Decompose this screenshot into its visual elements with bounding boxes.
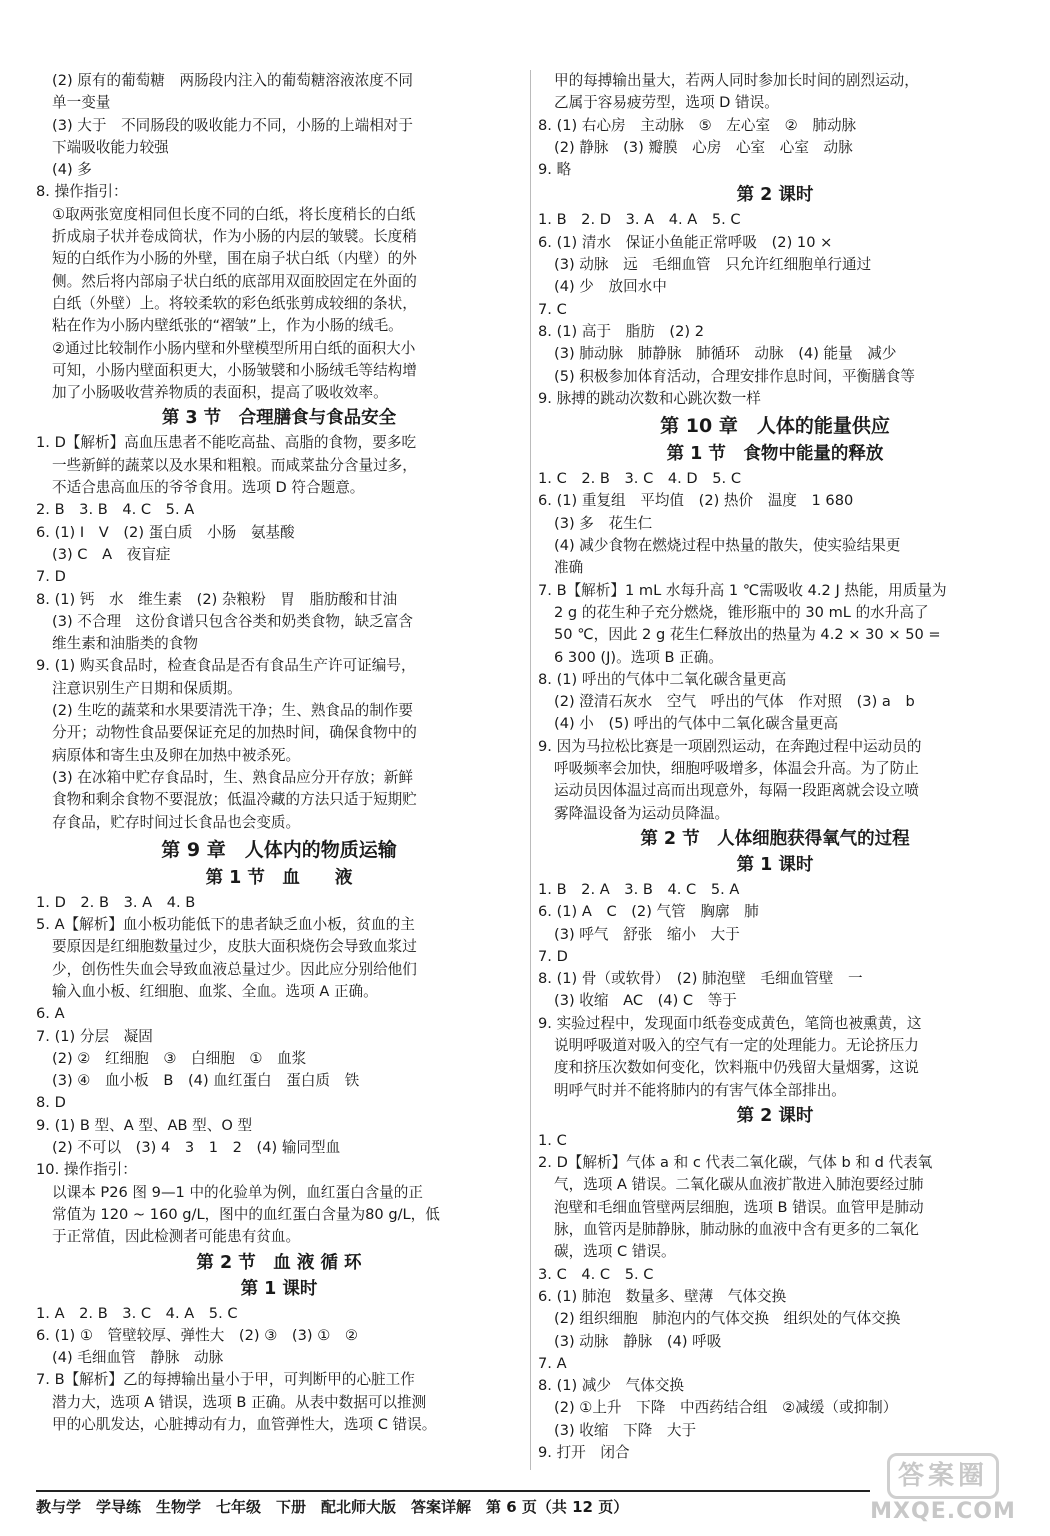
answer-line: 7. B【解析】1 mL 水每升高 1 ℃需吸收 4.2 J 热能，用质量为 (538, 581, 947, 599)
answer-line: (2) 原有的葡萄糖 两肠段内注入的葡萄糖溶液浓度不同 (52, 72, 413, 89)
answer-line: (2) ①上升 下降 中西药结合组 ②减缓（或抑制） (554, 1399, 898, 1417)
answer-line: (4) 毛细血管 静脉 动脉 (52, 1349, 224, 1367)
section-heading: 第 1 课时 (736, 854, 814, 875)
column-divider (530, 70, 531, 1470)
answer-line: 可知，小肠内壁面积更大，小肠皱襞和小肠绒毛等结构增 (52, 361, 417, 379)
section-heading: 第 1 节 食物中能量的释放 (666, 444, 884, 465)
answer-line: ①取两张宽度相同但长度不同的白纸，将长度稍长的白纸 (52, 205, 416, 223)
right-column (538, 70, 1012, 1464)
answer-line: 注意识别生产日期和保质期。 (52, 679, 242, 697)
answer-line: 潜力大，选项 A 错误，选项 B 正确。从表中数据可以推测 (52, 1393, 427, 1411)
answer-line: 6. (1) ① 管壁较厚、弹性大 (2) ③ (3) ① ② (36, 1326, 358, 1344)
answer-line: 度和挤压次数如何变化，饮料瓶中仍残留大量烟雾，这说 (554, 1059, 919, 1077)
answer-line: 8. (1) 呼出的气体中二氧化碳含量更高 (538, 670, 787, 688)
section-heading: 第 2 节 人体细胞获得氧气的过程 (640, 828, 910, 849)
answer-line: 5. A【解析】血小板功能低下的患者缺乏血小板，贫血的主 (36, 916, 415, 934)
watermark-logo (858, 1448, 1028, 1528)
answer-line: 1. B 2. A 3. B 4. C 5. A (538, 880, 740, 898)
answer-line: 1. B 2. D 3. A 4. A 5. C (538, 211, 741, 229)
section-heading: 第 2 节 血 液 循 环 (196, 1252, 362, 1273)
answer-line: 甲的心肌发达，心脏搏动有力，血管弹性大，选项 C 错误。 (52, 1416, 437, 1434)
answer-line: 8. (1) 高于 脂肪 (2) 2 (538, 322, 705, 340)
answer-line: 9. (1) 购买食品时，检查食品是否有食品生产许可证编号， (36, 657, 416, 675)
answer-line: (3) ④ 血小板 B (4) 血红蛋白 蛋白质 铁 (52, 1072, 360, 1090)
left-column (36, 70, 522, 1436)
answer-line: (3) 不合理 这份食谱只包含谷类和奶类食物，缺乏富含 (52, 612, 413, 630)
section-heading: 第 2 课时 (736, 185, 814, 206)
answer-line: 6. (1) Ⅰ Ⅴ (2) 蛋白质 小肠 氨基酸 (36, 523, 295, 541)
answer-line: 7. D (36, 568, 66, 586)
answer-line: 8. 操作指引： (36, 183, 128, 201)
answer-line: (4) 少 放回水中 (554, 278, 667, 296)
answer-line: 2 g 的花生种子充分燃烧，锥形瓶中的 30 mL 的水升高了 (554, 603, 929, 621)
answer-line: (2) 不可以 (3) 4 3 1 2 (4) 输同型血 (52, 1139, 341, 1157)
section-heading: 第 2 课时 (736, 1105, 814, 1126)
answer-line: 8. D (36, 1094, 66, 1112)
answer-line: 气，选项 A 错误。二氧化碳从血液扩散进入肺泡要经过肺 (554, 1176, 924, 1194)
answer-line: (3) 多 花生仁 (554, 514, 653, 532)
answer-line: (3) 动脉 远 毛细血管 只允许红细胞单行通过 (554, 256, 872, 274)
answer-line: (3) C A 夜盲症 (52, 545, 171, 563)
section-heading: 第 9 章 人体内的物质运输 (161, 838, 397, 861)
answer-line: 要原因是红细胞数量过少，皮肤大面积烧伤会导致血浆过 (52, 938, 417, 956)
answer-line: 7. B【解析】乙的每搏输出量小于甲，可判断甲的心脏工作 (36, 1371, 415, 1389)
answer-line: 一些新鲜的蔬菜以及水果和粗粮。而咸菜盐分含量过多， (52, 456, 417, 474)
page-footer: 教与学 学导练 生物学 七年级 下册 配北师大版 答案详解 第 6 页（共 12 页） (36, 1490, 870, 1517)
answer-line: (2) 生吃的蔬菜和水果要清洗干净；生、熟食品的制作要 (52, 702, 413, 720)
answer-line: 50 ℃，因此 2 g 花生仁释放出的热量为 4.2 × 30 × 50 = (554, 626, 941, 644)
answer-line: 白纸（外壁）上。将较柔软的彩色纸张剪成较细的条状， (52, 294, 417, 312)
answer-line: (3) 收缩 AC (4) C 等于 (554, 992, 737, 1010)
answer-line: 7. D (538, 947, 568, 965)
answer-line: 于正常值，因此检测者可能患有贫血。 (52, 1228, 301, 1246)
answer-line: (3) 呼气 舒张 缩小 大于 (554, 925, 740, 943)
answer-line: 7. (1) 分层 凝固 (36, 1027, 153, 1045)
answer-line: 存食品，贮存时间过长食品也会变质。 (52, 813, 301, 831)
answer-line: 侧。然后将内部扇子状白纸的底部用双面胶固定在外面的 (52, 272, 417, 290)
answer-line: (4) 减少食物在燃烧过程中热量的散失，使实验结果更 (554, 537, 901, 555)
answer-line: (2) 澄清石灰水 空气 呼出的气体 作对照 (3) a b (554, 693, 915, 711)
section-heading: 第 1 节 血 液 (205, 867, 353, 888)
answer-line: 8. (1) 骨（或软骨） (2) 肺泡壁 毛细血管壁 一 (538, 970, 863, 988)
section-heading: 第 10 章 人体的能量供应 (660, 415, 890, 438)
answer-line: 说明呼吸道对吸入的空气有一定的处理能力。无论挤压力 (554, 1036, 919, 1054)
answer-line: 3. C 4. C 5. C (538, 1265, 654, 1283)
answer-line: 少，创伤性失血会导致血液总量过少。因此应分别给他们 (52, 960, 417, 978)
answer-line: 不适合患高血压的爷爷食用。选项 D 符合题意。 (52, 479, 365, 497)
answer-line: 脉，血管丙是肺静脉，肺动脉的血液中含有更多的二氧化 (554, 1221, 919, 1239)
answer-line: 6. A (36, 1005, 65, 1023)
answer-line: 常值为 120 ~ 160 g/L，图中的血红蛋白含量为80 g/L，低 (52, 1205, 440, 1223)
answer-line: (4) 小 (5) 呼出的气体中二氧化碳含量更高 (554, 715, 839, 733)
answer-line: 6. (1) 肺泡 数量多、壁薄 气体交换 (538, 1287, 787, 1305)
answer-line: 以课本 P26 图 9—1 中的化验单为例，血红蛋白含量的正 (52, 1183, 423, 1201)
answer-line: 9. 打开 闭合 (538, 1444, 630, 1462)
answer-line: 9. 实验过程中，发现面巾纸卷变成黄色，笔筒也被熏黄，这 (538, 1014, 922, 1032)
answer-line: 8. (1) 钙 水 维生素 (2) 杂粮粉 胃 脂肪酸和甘油 (36, 590, 398, 608)
answer-line: 1. D 2. B 3. A 4. B (36, 893, 196, 911)
answer-line: 1. C 2. B 3. C 4. D 5. C (538, 470, 742, 488)
answer-line: (3) 收缩 下降 大于 (554, 1421, 697, 1439)
answer-line: 6. (1) A C (2) 气管 胸廓 肺 (538, 903, 759, 921)
answer-line: 7. A (538, 1354, 567, 1372)
answer-line: 分开；动物性食品要保证充足的加热时间，确保食物中的 (52, 724, 417, 742)
answer-line: 食物和剩余食物不要混放；低温冷藏的方法只适于短期贮 (52, 791, 417, 809)
answer-line: 下端吸收能力较强 (52, 138, 169, 156)
answer-line: 准确 (554, 559, 584, 577)
answer-line: (2) 组织细胞 肺泡内的气体交换 组织处的气体交换 (554, 1310, 901, 1328)
answer-line: (5) 积极参加体育活动，合理安排作息时间，平衡膳食等 (554, 367, 915, 385)
answer-line: 6. (1) 清水 保证小鱼能正常呼吸 (2) 10 × (538, 233, 833, 251)
answer-line: 明呼气时并不能将肺内的有害气体全部排出。 (554, 1081, 846, 1099)
answer-line: 9. (1) B 型、A 型、AB 型、O 型 (36, 1116, 253, 1134)
answer-line: 单一变量 (52, 94, 111, 112)
answer-line: 8. (1) 减少 气体交换 (538, 1377, 685, 1395)
answer-line: (2) 静脉 (3) 瓣膜 心房 心室 心室 动脉 (554, 138, 853, 156)
answer-line: (3) 肺动脉 肺静脉 肺循环 动脉 (4) 能量 减少 (554, 345, 897, 363)
answer-line: 8. (1) 右心房 主动脉 ⑤ 左心室 ② 肺动脉 (538, 116, 857, 134)
answer-line: 病原体和寄生虫及卵在加热中被杀死。 (52, 746, 301, 764)
answer-line: 粘在作为小肠内壁纸张的“褶皱”上，作为小肠的绒毛。 (52, 317, 403, 335)
answer-line: 短的白纸作为小肠的外壁，围在扇子状白纸（内壁）的外 (52, 250, 417, 268)
answer-line: 呼吸频率会加快，细胞呼吸增多，体温会升高。为了防止 (554, 760, 919, 778)
section-heading: 第 3 节 合理膳食与食品安全 (161, 408, 397, 429)
answer-line: 2. B 3. B 4. C 5. A (36, 501, 195, 519)
answer-line: ②通过比较制作小肠内壁和外壁模型所用白纸的面积大小 (52, 339, 416, 357)
answer-line: 加了小肠吸收营养物质的表面积，提高了吸收效率。 (52, 384, 388, 402)
answer-line: 输入血小板、红细胞、血浆、全血。选项 A 正确。 (52, 982, 378, 1000)
answer-line: (4) 多 (52, 161, 92, 179)
answer-line: 6 300 (J)。选项 B 正确。 (554, 648, 723, 666)
answer-line: 10. 操作指引： (36, 1161, 137, 1179)
answer-line: (2) ② 红细胞 ③ 白细胞 ① 血浆 (52, 1049, 307, 1067)
answer-line: (3) 动脉 静脉 (4) 呼吸 (554, 1332, 722, 1350)
answer-line: 甲的每搏输出量大，若两人同时参加长时间的剧烈运动， (554, 72, 919, 89)
answer-line: 维生素和油脂类的食物 (52, 635, 198, 653)
watermark-badge: 答案圈 (887, 1453, 999, 1499)
answer-line: 2. D【解析】气体 a 和 c 代表二氧化碳，气体 b 和 d 代表氧 (538, 1154, 933, 1172)
answer-line: (3) 大于 不同肠段的吸收能力不同，小肠的上端相对于 (52, 116, 413, 134)
answer-line: 运动员因体温过高而出现意外，每隔一段距离就会设立喷 (554, 782, 919, 800)
answer-line: 1. A 2. B 3. C 4. A 5. C (36, 1304, 238, 1322)
answer-line: 1. C (538, 1131, 567, 1149)
section-heading: 第 1 课时 (240, 1278, 318, 1299)
answer-line: (3) 在冰箱中贮存食品时，生、熟食品应分开存放；新鲜 (52, 768, 413, 786)
answer-line: 碳，选项 C 错误。 (554, 1243, 676, 1261)
watermark-site: MXQE.COM (870, 1498, 1016, 1524)
answer-line: 折成扇子状并卷成筒状，作为小肠的内层的皱襞。长度稍 (52, 228, 417, 246)
answer-line: 1. D【解析】高血压患者不能吃高盐、高脂的食物，要多吃 (36, 434, 417, 452)
answer-line: 乙属于容易疲劳型，选项 D 错误。 (554, 94, 779, 112)
answer-line: 9. 略 (538, 161, 572, 179)
answer-line: 泡壁和毛细血管壁两层细胞，选项 B 错误。血管甲是肺动 (554, 1198, 924, 1216)
answer-line: 6. (1) 重复组 平均值 (2) 热价 温度 1 680 (538, 492, 854, 510)
answer-line: 9. 因为马拉松比赛是一项剧烈运动，在奔跑过程中运动员的 (538, 737, 922, 755)
answer-line: 9. 脉搏的跳动次数和心跳次数一样 (538, 389, 761, 407)
answer-line: 雾降温设备为运动员降温。 (554, 804, 730, 822)
answer-line: 7. C (538, 300, 567, 318)
